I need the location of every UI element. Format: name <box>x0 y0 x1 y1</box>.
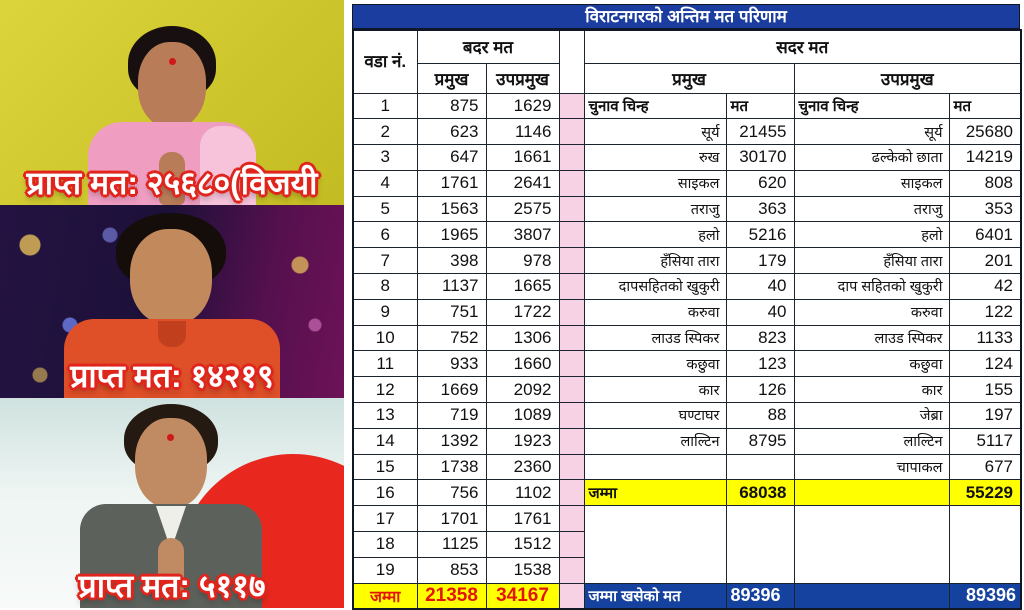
ward-number-cell: 7 <box>353 248 417 274</box>
invalid-deputy-votes-cell: 2092 <box>486 377 559 403</box>
header-invalid-deputy: उपप्रमुख <box>486 63 559 93</box>
invalid-deputy-votes-cell: 3807 <box>486 222 559 248</box>
pink-divider-cell <box>559 532 584 558</box>
table-row-ward-2 <box>353 119 1021 145</box>
invalid-chief-votes-cell: 1701 <box>417 506 486 532</box>
votes-caption-winner: प्राप्त मत: २५६८०(विजयी <box>26 164 318 201</box>
pink-divider-cell <box>559 506 584 532</box>
invalid-deputy-votes-cell: 2575 <box>486 196 559 222</box>
invalid-chief-votes-cell: 1761 <box>417 170 486 196</box>
deputy-symbol-cell: साइकल <box>794 170 949 196</box>
chief-votes-cell: 123 <box>726 351 794 377</box>
invalid-chief-votes-cell: 756 <box>417 480 486 506</box>
deputy-votes-cell: 6401 <box>949 222 1021 248</box>
chief-symbol-cell: घण्टाघर <box>584 403 726 429</box>
chief-symbol-cell: तराजु <box>584 196 726 222</box>
header-valid-deputy: उपप्रमुख <box>794 63 1021 93</box>
deputy-votes-cell: 124 <box>949 351 1021 377</box>
invalid-chief-votes-cell: 752 <box>417 325 486 351</box>
table-row-ward-5 <box>353 196 1021 222</box>
invalid-chief-votes-cell: 751 <box>417 299 486 325</box>
invalid-total-label-cell: जम्मा <box>353 583 417 609</box>
invalid-deputy-votes-cell: 1102 <box>486 480 559 506</box>
deputy-votes-cell: 14219 <box>949 145 1021 171</box>
ward-number-cell: 18 <box>353 532 417 558</box>
header-invalid-chief: प्रमुख <box>417 63 486 93</box>
chief-votes-cell <box>726 454 794 480</box>
grand-total-row <box>353 583 1021 609</box>
results-table <box>352 29 1022 610</box>
chief-votes-cell: 363 <box>726 196 794 222</box>
deputy-symbol-cell: चापाकल <box>794 454 949 480</box>
results-panel <box>350 0 1024 608</box>
votes-caption-middle: प्राप्त मत: १४२१९ <box>70 357 274 394</box>
ward-number-cell: 17 <box>353 506 417 532</box>
valid-total-label-cell: जम्मा <box>584 480 726 506</box>
pink-divider-cell <box>559 557 584 583</box>
candidate-photo-deputy-runnerup <box>0 205 344 398</box>
symbol-header-chief-cell: चुनाव चिन्ह <box>584 93 726 119</box>
chief-votes-cell: 5216 <box>726 222 794 248</box>
candidate-photo-chief-winner <box>0 0 344 205</box>
bindi-dot <box>169 58 176 65</box>
person-face <box>138 42 206 128</box>
shirt-collar <box>158 321 186 347</box>
chief-symbol-cell: रुख <box>584 145 726 171</box>
valid-total-chief-cell: 68038 <box>726 480 794 506</box>
chief-symbol-cell: साइकल <box>584 170 726 196</box>
chief-votes-cell: 40 <box>726 299 794 325</box>
invalid-chief-votes-cell: 1125 <box>417 532 486 558</box>
chief-symbol-cell: कछुवा <box>584 351 726 377</box>
table-row-ward-14 <box>353 428 1021 454</box>
bindi-dot <box>167 434 174 441</box>
deputy-votes-cell: 5117 <box>949 428 1021 454</box>
pink-divider-cell <box>559 196 584 222</box>
empty-deputy-votes-cell <box>949 506 1021 583</box>
deputy-symbol-cell: करुवा <box>794 299 949 325</box>
invalid-chief-votes-cell: 1137 <box>417 274 486 300</box>
pink-divider-cell <box>559 145 584 171</box>
empty-chief-votes-cell <box>726 506 794 583</box>
deputy-votes-cell: 25680 <box>949 119 1021 145</box>
valid-total-spacer-cell <box>794 480 949 506</box>
invalid-total-chief-cell: 21358 <box>417 583 486 609</box>
invalid-deputy-votes-cell: 2360 <box>486 454 559 480</box>
ward-number-cell: 13 <box>353 403 417 429</box>
ward-number-cell: 9 <box>353 299 417 325</box>
ward-number-cell: 12 <box>353 377 417 403</box>
pink-divider-cell <box>559 403 584 429</box>
pink-divider-cell <box>559 119 584 145</box>
person-face <box>135 418 207 508</box>
ward-number-cell: 4 <box>353 170 417 196</box>
deputy-votes-cell: 1133 <box>949 325 1021 351</box>
pink-divider-cell <box>559 428 584 454</box>
header-row-groups <box>353 30 1021 63</box>
votes-caption-bottom: प्राप्त मत: ५११७ <box>78 567 266 604</box>
invalid-deputy-votes-cell: 1089 <box>486 403 559 429</box>
chief-votes-cell: 21455 <box>726 119 794 145</box>
invalid-deputy-votes-cell: 1538 <box>486 557 559 583</box>
invalid-deputy-votes-cell: 1306 <box>486 325 559 351</box>
header-valid-votes: सदर मत <box>584 30 1021 63</box>
deputy-symbol-cell: हलो <box>794 222 949 248</box>
table-row-ward-9 <box>353 299 1021 325</box>
invalid-chief-votes-cell: 1392 <box>417 428 486 454</box>
pink-divider-cell <box>559 93 584 119</box>
deputy-symbol-cell: कछुवा <box>794 351 949 377</box>
invalid-chief-votes-cell: 1965 <box>417 222 486 248</box>
pink-divider-cell <box>559 377 584 403</box>
person-face <box>130 229 212 325</box>
deputy-votes-cell: 42 <box>949 274 1021 300</box>
ward-number-cell: 5 <box>353 196 417 222</box>
invalid-deputy-votes-cell: 1722 <box>486 299 559 325</box>
ward-number-cell: 10 <box>353 325 417 351</box>
turnout-spacer-cell <box>794 583 949 609</box>
header-row-positions <box>353 63 1021 93</box>
ward-number-cell: 1 <box>353 93 417 119</box>
invalid-chief-votes-cell: 1563 <box>417 196 486 222</box>
deputy-votes-cell: 122 <box>949 299 1021 325</box>
chief-symbol-cell: कार <box>584 377 726 403</box>
chief-votes-cell: 88 <box>726 403 794 429</box>
symbol-header-deputy-cell: चुनाव चिन्ह <box>794 93 949 119</box>
deputy-symbol-cell: हँसिया तारा <box>794 248 949 274</box>
header-valid-chief: प्रमुख <box>584 63 794 93</box>
empty-deputy-symbol-cell <box>794 506 949 583</box>
invalid-deputy-votes-cell: 1660 <box>486 351 559 377</box>
deputy-symbol-cell: लाउड स्पिकर <box>794 325 949 351</box>
invalid-chief-votes-cell: 853 <box>417 557 486 583</box>
votes-header-chief-cell: मत <box>726 93 794 119</box>
results-table-body <box>353 93 1021 609</box>
pink-divider-cell <box>559 454 584 480</box>
invalid-chief-votes-cell: 1669 <box>417 377 486 403</box>
invalid-chief-votes-cell: 623 <box>417 119 486 145</box>
pink-divider-cell <box>559 480 584 506</box>
deputy-symbol-cell: तराजु <box>794 196 949 222</box>
table-row-ward-17 <box>353 506 1021 532</box>
pink-divider-cell <box>559 222 584 248</box>
chief-votes-cell: 40 <box>726 274 794 300</box>
pink-divider-cell <box>559 583 584 609</box>
chief-votes-cell: 30170 <box>726 145 794 171</box>
deputy-votes-cell: 808 <box>949 170 1021 196</box>
deputy-votes-cell: 197 <box>949 403 1021 429</box>
invalid-deputy-votes-cell: 1923 <box>486 428 559 454</box>
deputy-symbol-cell: जेब्रा <box>794 403 949 429</box>
pink-divider-cell <box>559 170 584 196</box>
invalid-deputy-votes-cell: 1661 <box>486 145 559 171</box>
invalid-deputy-votes-cell: 1629 <box>486 93 559 119</box>
table-row-ward-10 <box>353 325 1021 351</box>
table-row-ward-16 <box>353 480 1021 506</box>
chief-symbol-cell: लाउड स्पिकर <box>584 325 726 351</box>
invalid-deputy-votes-cell: 1665 <box>486 274 559 300</box>
table-row-ward-4 <box>353 170 1021 196</box>
ward-number-cell: 8 <box>353 274 417 300</box>
invalid-deputy-votes-cell: 2641 <box>486 170 559 196</box>
candidate-photos-panel <box>0 0 344 608</box>
ward-number-cell: 16 <box>353 480 417 506</box>
table-row-ward-1 <box>353 93 1021 119</box>
table-row-ward-6 <box>353 222 1021 248</box>
pink-divider-cell <box>559 248 584 274</box>
table-row-ward-15 <box>353 454 1021 480</box>
deputy-symbol-cell: दाप सहितको खुकुरी <box>794 274 949 300</box>
pink-divider-column <box>559 30 584 93</box>
header-invalid-votes: बदर मत <box>417 30 559 63</box>
invalid-chief-votes-cell: 398 <box>417 248 486 274</box>
invalid-chief-votes-cell: 933 <box>417 351 486 377</box>
deputy-votes-cell: 201 <box>949 248 1021 274</box>
deputy-symbol-cell: ढल्केको छाता <box>794 145 949 171</box>
chief-symbol-cell: हँसिया तारा <box>584 248 726 274</box>
table-row-ward-7 <box>353 248 1021 274</box>
ward-number-cell: 2 <box>353 119 417 145</box>
chief-symbol-cell <box>584 454 726 480</box>
turnout-chief-cell: 89396 <box>726 583 794 609</box>
invalid-chief-votes-cell: 1738 <box>417 454 486 480</box>
deputy-votes-cell: 677 <box>949 454 1021 480</box>
turnout-deputy-cell: 89396 <box>949 583 1021 609</box>
pink-divider-cell <box>559 325 584 351</box>
table-row-ward-12 <box>353 377 1021 403</box>
invalid-chief-votes-cell: 875 <box>417 93 486 119</box>
chief-votes-cell: 823 <box>726 325 794 351</box>
chief-votes-cell: 620 <box>726 170 794 196</box>
chief-symbol-cell: दापसहितको खुकुरी <box>584 274 726 300</box>
invalid-deputy-votes-cell: 1512 <box>486 532 559 558</box>
invalid-total-deputy-cell: 34167 <box>486 583 559 609</box>
ward-number-cell: 3 <box>353 145 417 171</box>
deputy-votes-cell: 155 <box>949 377 1021 403</box>
invalid-chief-votes-cell: 647 <box>417 145 486 171</box>
votes-header-deputy-cell: मत <box>949 93 1021 119</box>
table-title: विराटनगरको अन्तिम मत परिणाम <box>352 4 1020 29</box>
deputy-symbol-cell: कार <box>794 377 949 403</box>
ward-number-cell: 19 <box>353 557 417 583</box>
invalid-deputy-votes-cell: 1761 <box>486 506 559 532</box>
deputy-votes-cell: 353 <box>949 196 1021 222</box>
deputy-symbol-cell: सूर्य <box>794 119 949 145</box>
table-row-ward-8 <box>353 274 1021 300</box>
ward-number-cell: 15 <box>353 454 417 480</box>
chief-votes-cell: 179 <box>726 248 794 274</box>
table-row-ward-3 <box>353 145 1021 171</box>
table-row-ward-13 <box>353 403 1021 429</box>
chief-symbol-cell: हलो <box>584 222 726 248</box>
invalid-deputy-votes-cell: 1146 <box>486 119 559 145</box>
table-row-ward-11 <box>353 351 1021 377</box>
empty-chief-symbol-cell <box>584 506 726 583</box>
turnout-label-cell: जम्मा खसेको मत <box>584 583 726 609</box>
chief-votes-cell: 8795 <box>726 428 794 454</box>
candidate-photo-third <box>0 398 344 608</box>
pink-divider-cell <box>559 351 584 377</box>
ward-number-cell: 14 <box>353 428 417 454</box>
results-table-head <box>353 30 1021 93</box>
pink-divider-cell <box>559 274 584 300</box>
valid-total-deputy-cell: 55229 <box>949 480 1021 506</box>
chief-votes-cell: 126 <box>726 377 794 403</box>
invalid-deputy-votes-cell: 978 <box>486 248 559 274</box>
invalid-chief-votes-cell: 719 <box>417 403 486 429</box>
ward-number-cell: 11 <box>353 351 417 377</box>
header-ward: वडा नं. <box>353 30 417 93</box>
deputy-symbol-cell: लाल्टिन <box>794 428 949 454</box>
ward-number-cell: 6 <box>353 222 417 248</box>
chief-symbol-cell: करुवा <box>584 299 726 325</box>
pink-divider-cell <box>559 299 584 325</box>
chief-symbol-cell: लाल्टिन <box>584 428 726 454</box>
chief-symbol-cell: सूर्य <box>584 119 726 145</box>
